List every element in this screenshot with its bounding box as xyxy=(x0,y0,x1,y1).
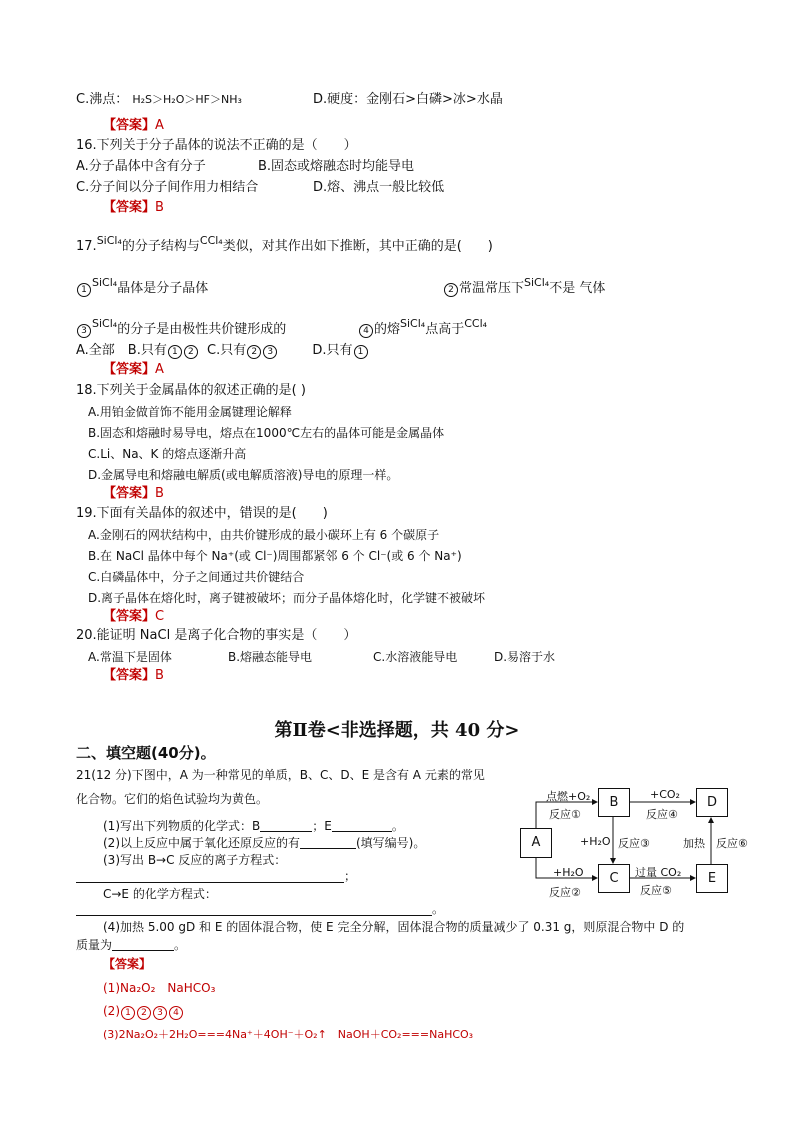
q20-option-b: B.熔融态能导电 xyxy=(228,650,313,664)
q16-option-a: A.分子晶体中含有分子 xyxy=(76,159,206,174)
q17-statement-4 xyxy=(358,316,487,338)
q18-stem: 18.下列关于金属晶体的叙述正确的是( ) xyxy=(76,383,306,398)
answer-key: 【答案】 xyxy=(103,118,156,133)
label-bd-bottom: 反应④ xyxy=(646,808,678,821)
answer-value: B xyxy=(155,668,164,683)
q17-option-d: D.只有 xyxy=(312,343,353,358)
q17-stem-mid: 的分子结构与 xyxy=(121,239,200,254)
answer-key: 【答案】 xyxy=(103,668,156,683)
answer-key: 【答案】 xyxy=(103,957,152,971)
answer-value: B xyxy=(155,200,164,215)
q21-part4-line2 xyxy=(76,937,186,953)
statement-text: 的分子是由极性共价键形成的 xyxy=(117,322,287,337)
sicl4-formula: SiCl₄ xyxy=(92,276,118,289)
circle-number: 4 xyxy=(359,324,373,338)
label-ce-bottom: 反应⑤ xyxy=(640,884,672,897)
q19-option-d: D.离子晶体在熔化时，离子键被破坏；而分子晶体熔化时，化学键不被破坏 xyxy=(88,591,486,605)
q17-stem xyxy=(76,233,493,255)
answer-value: A xyxy=(155,118,164,133)
label-ab-top: 点燃+O₂ xyxy=(546,790,591,803)
circle-number: 2 xyxy=(137,1006,151,1020)
part1-text: 。 xyxy=(391,819,404,833)
statement-text: 不是 气体 xyxy=(549,281,606,296)
q19-option-c: C.白磷晶体中，分子之间通过共价键结合 xyxy=(88,570,305,584)
label-ed-right: 反应⑥ xyxy=(716,837,748,850)
node-e: E xyxy=(696,864,728,893)
part2-text: (填写编号)。 xyxy=(356,836,426,850)
answer-value: B xyxy=(155,486,164,501)
answer-key: 【答案】 xyxy=(103,486,156,501)
sicl4-formula: SiCl₄ xyxy=(400,317,426,330)
circle-number: 1 xyxy=(168,345,182,359)
q19-answer xyxy=(103,609,164,625)
circle-number: 2 xyxy=(444,283,458,297)
answer-blank[interactable] xyxy=(332,819,392,832)
q17-number: 17. xyxy=(76,239,97,254)
answer-value: A xyxy=(155,362,164,377)
label-bc-right: 反应③ xyxy=(618,837,650,850)
q21-stem-line2: 化合物。它们的焰色试验均为黄色。 xyxy=(76,792,269,806)
label-bc-left: +H₂O xyxy=(580,835,611,848)
q18-option-b: B.固态和熔融时易导电，熔点在1000℃左右的晶体可能是金属晶体 xyxy=(88,426,445,440)
q19-stem: 19.下面有关晶体的叙述中，错误的是( ) xyxy=(76,506,328,521)
q20-option-a: A.常温下是固体 xyxy=(88,650,172,664)
sicl4-formula: SiCl₄ xyxy=(524,276,550,289)
q16-option-c: C.分子间以分子间作用力相结合 xyxy=(76,180,259,195)
q16-answer xyxy=(103,200,164,216)
q16-option-d: D.熔、沸点一般比较低 xyxy=(313,180,445,195)
q21-part2 xyxy=(103,835,425,851)
q17-option-a-b: A.全部 B.只有 xyxy=(76,343,167,358)
section-title: 第Ⅱ卷<非选择题，共 40 分> xyxy=(274,720,520,741)
q20-answer xyxy=(103,668,164,684)
label-ac-bottom: 反应② xyxy=(549,886,581,899)
q17-statement-3 xyxy=(76,316,286,338)
circle-number: 3 xyxy=(77,324,91,338)
q15-option-c-label: C.沸点： xyxy=(76,92,129,107)
statement-text: 晶体是分子晶体 xyxy=(117,281,209,296)
part4-text: 。 xyxy=(174,938,187,952)
q17-answer xyxy=(103,362,164,378)
statement-text: 常温常压下 xyxy=(459,281,525,296)
q19-option-a: A.金刚石的网状结构中，由共价键形成的最小碳环上有 6 个碳原子 xyxy=(88,528,440,542)
answer-key: 【答案】 xyxy=(103,362,156,377)
node-d: D xyxy=(696,788,728,817)
q21-part1 xyxy=(103,818,404,834)
part1-text: (1)写出下列物质的化学式：B xyxy=(103,819,261,833)
q15-answer xyxy=(103,118,164,134)
sicl4-formula: SiCl₄ xyxy=(92,317,118,330)
answer-line[interactable] xyxy=(76,882,344,883)
answer-key: 【答案】 xyxy=(103,200,156,215)
answer-value: C xyxy=(155,609,165,624)
ccl4-formula: CCl₄ xyxy=(464,317,488,330)
answer-blank[interactable] xyxy=(260,819,312,832)
part2-text: (2)以上反应中属于氧化还原反应的有 xyxy=(103,836,300,850)
q17-statement-2 xyxy=(443,275,605,297)
q21-part3b-end: 。 xyxy=(432,902,445,916)
ccl4-formula: CCl₄ xyxy=(199,234,223,247)
q21-answer-2 xyxy=(103,1003,184,1020)
circle-number: 2 xyxy=(184,345,198,359)
section-heading: 二、填空题(40分)。 xyxy=(76,744,216,762)
label-bd-top: +CO₂ xyxy=(650,788,680,801)
q15-option-d: D.硬度：金刚石>白磷>冰>水晶 xyxy=(313,92,503,107)
statement-text: 的熔 xyxy=(374,322,401,337)
q17-stem-post: 类似，对其作出如下推断，其中正确的是( ) xyxy=(222,239,493,254)
q18-option-c: C.Li、Na、K 的熔点逐渐升高 xyxy=(88,447,247,461)
label-ce-top: 过量 CO₂ xyxy=(635,866,682,879)
answer-blank[interactable] xyxy=(300,836,356,849)
node-c: C xyxy=(598,864,630,893)
answer-line[interactable] xyxy=(76,915,432,916)
q18-option-d: D.金属导电和熔融电解质(或电解质溶液)导电的原理一样。 xyxy=(88,468,399,482)
q21-stem-line1: 21(12 分)下图中，A 为一种常见的单质，B、C、D、E 是含有 A 元素的常见 xyxy=(76,768,485,782)
q21-answer-1: (1)Na₂O₂ NaHCO₃ xyxy=(103,981,216,995)
label-ed-left: 加热 xyxy=(683,837,705,850)
q17-statement-1 xyxy=(76,275,208,297)
q15-option-c xyxy=(76,92,242,108)
q20-option-d: D.易溶于水 xyxy=(494,650,556,664)
sicl4-formula: SiCl₄ xyxy=(96,234,122,247)
q21-answer-3: (3)2Na₂O₂＋2H₂O===4Na⁺＋4OH⁻＋O₂↑ NaOH＋CO₂===NaHCO₃ xyxy=(103,1028,474,1041)
statement-text: 点高于 xyxy=(425,322,465,337)
circle-number: 4 xyxy=(169,1006,183,1020)
answer-blank[interactable] xyxy=(112,938,174,951)
part1-text: ；E xyxy=(312,819,332,833)
q15-option-c-formula: H₂S＞H₂O＞HF＞NH₃ xyxy=(132,93,242,106)
circle-number: 2 xyxy=(247,345,261,359)
q16-stem: 16.下列关于分子晶体的说法不正确的是（ ） xyxy=(76,138,357,153)
q21-part4-line1: (4)加热 5.00 gD 和 E 的固体混合物，使 E 完全分解，固体混合物的质量减少了 0.31 g，则原混合物中 D 的 xyxy=(103,920,685,934)
q18-option-a: A.用铂金做首饰不能用金属键理论解释 xyxy=(88,405,292,419)
q17-option-c: C.只有 xyxy=(207,343,247,358)
circle-number: 3 xyxy=(153,1006,167,1020)
answer-key: 【答案】 xyxy=(103,609,156,624)
circle-number: 1 xyxy=(77,283,91,297)
answer-text: (2) xyxy=(103,1004,120,1018)
circle-number: 3 xyxy=(263,345,277,359)
q20-stem: 20.能证明 NaCl 是离子化合物的事实是（ ） xyxy=(76,628,357,643)
q21-part3: (3)写出 B→C 反应的离子方程式： xyxy=(103,853,287,867)
q18-answer xyxy=(103,486,164,502)
q16-option-b: B.固态或熔融态时均能导电 xyxy=(258,159,415,174)
q19-option-b: B.在 NaCl 晶体中每个 Na⁺(或 Cl⁻)周围都紧邻 6 个 Cl⁻(或 6 个 Na⁺) xyxy=(88,549,462,563)
q21-part3b: C→E 的化学方程式： xyxy=(103,887,217,901)
node-b: B xyxy=(598,788,630,817)
part4-text: 质量为 xyxy=(76,938,113,952)
circle-number: 1 xyxy=(354,345,368,359)
circle-number: 1 xyxy=(121,1006,135,1020)
q21-answer-key xyxy=(103,956,151,972)
node-a: A xyxy=(520,828,552,858)
label-ab-bottom: 反应① xyxy=(549,808,581,821)
label-ac-top: +H₂O xyxy=(553,866,584,879)
q21-part3-end: ； xyxy=(344,869,357,883)
q17-options xyxy=(76,343,369,359)
q20-option-c: C.水溶液能导电 xyxy=(373,650,458,664)
